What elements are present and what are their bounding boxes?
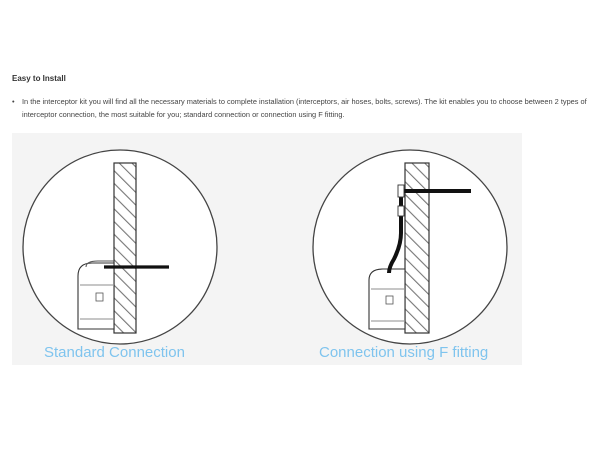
caption-f-fitting-connection: Connection using F fitting xyxy=(319,344,489,361)
right-wall xyxy=(405,163,429,333)
connection-illustration xyxy=(12,133,522,365)
connection-diagram xyxy=(12,133,522,365)
bullet-marker: • xyxy=(12,97,15,106)
f-fitting xyxy=(398,185,404,197)
right-interceptor-unit xyxy=(369,269,405,329)
left-wall xyxy=(114,163,136,333)
bullet-text: In the interceptor kit you will find all the necessary materials to complete installation (interceptors, air hoses, bolts, screws). The kit enables you to choose between 2 types of interceptor connection, the most suitable for you; standard connection or connection using F fitting. xyxy=(22,97,587,119)
f-fitting-connection-illustration xyxy=(313,150,507,344)
bullet-list-item xyxy=(12,95,592,121)
standard-connection-illustration xyxy=(23,150,217,344)
caption-standard-connection: Standard Connection xyxy=(44,344,185,361)
section-heading: Easy to Install xyxy=(12,74,66,83)
